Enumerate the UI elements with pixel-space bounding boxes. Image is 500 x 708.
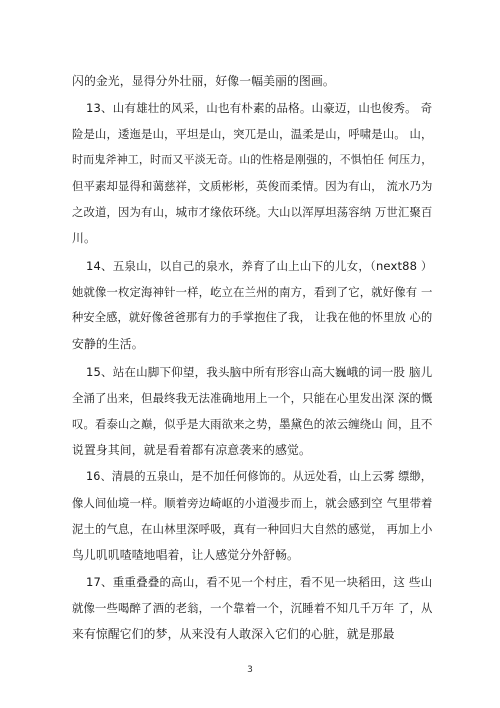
text-line: 17、重重叠叠的高山，看不见一个村庄，看不见一块稻田，这 些山 [86,575,433,589]
text-line: 险是山，逶迤是山，平坦是山，突兀是山，温柔是山，呼啸是山。 山， [72,127,433,141]
text-line: 川。 [72,231,96,245]
text-line: 安静的生活。 [72,337,144,351]
text-line: 像人间仙境一样。顺着旁边崎岖的小道漫步而上，就会感到空 气里带着 [72,496,433,510]
text-line: 14、五泉山，以自己的泉水，养育了山上山下的儿女，（next88 ） [86,259,433,273]
text-line: 鸟儿叽叽喳喳地唱着，让人感觉分外舒畅。 [72,548,299,562]
text-line: 全涌了出来，但最终我无法准确地用上一个，只能在心里发出深 深的慨 [72,391,433,405]
text-line: 说置身其间，就是看着都有凉意袭来的感觉。 [72,443,311,457]
text-line: 种安全感，就好像爸爸那有力的手掌抱住了我， 让我在他的怀里放 心的 [72,311,433,324]
text-line: 之改道，因为有山，城市才缘依环绕。大山以浑厚坦荡容纳 万世汇聚百 [72,205,433,219]
text-line: 15、站在山脚下仰望，我头脑中所有形容山高大巍峨的词一股 脑儿 [86,365,433,379]
text-line: 她就像一枚定海神针一样，屹立在兰州的南方，看到了它，就好像有 一 [72,285,433,299]
text-line: 16、清晨的五泉山，是不加任何修饰的。从远处看，山上云雾 缥缈， [86,470,433,483]
text-line: 来有惊醒它们的梦，从来没有人敢深入它们的心脏，就是那最 [72,627,395,641]
text-line: 时而鬼斧神工，时而又平淡无奇。山的性格是刚强的，不惧怕任 何压力， [72,153,433,166]
text-line: 叹。看泰山之巅，似乎是大雨欲来之势，墨黛色的浓云缠绕山 间，且不 [72,417,433,431]
text-line: 就像一些喝醉了酒的老翁，一个靠着一个，沉睡着不知几千万年 了，从 [72,601,433,615]
page-number: 3 [247,665,253,675]
text-line: 闪的金光，显得分外壮丽，好像一幅美丽的图画。 [72,74,335,88]
text-line: 13、山有雄壮的风采，山也有朴素的品格。山豪迈，山也俊秀。 奇 [86,101,433,115]
text-line: 泥土的气息，在山林里深呼吸，真有一种回归大自然的感觉， 再加上小 [72,522,433,536]
text-line: 但平素却显得和蔼慈祥，文质彬彬，英俊而柔情。因为有山， 流水乃为 [72,179,433,193]
